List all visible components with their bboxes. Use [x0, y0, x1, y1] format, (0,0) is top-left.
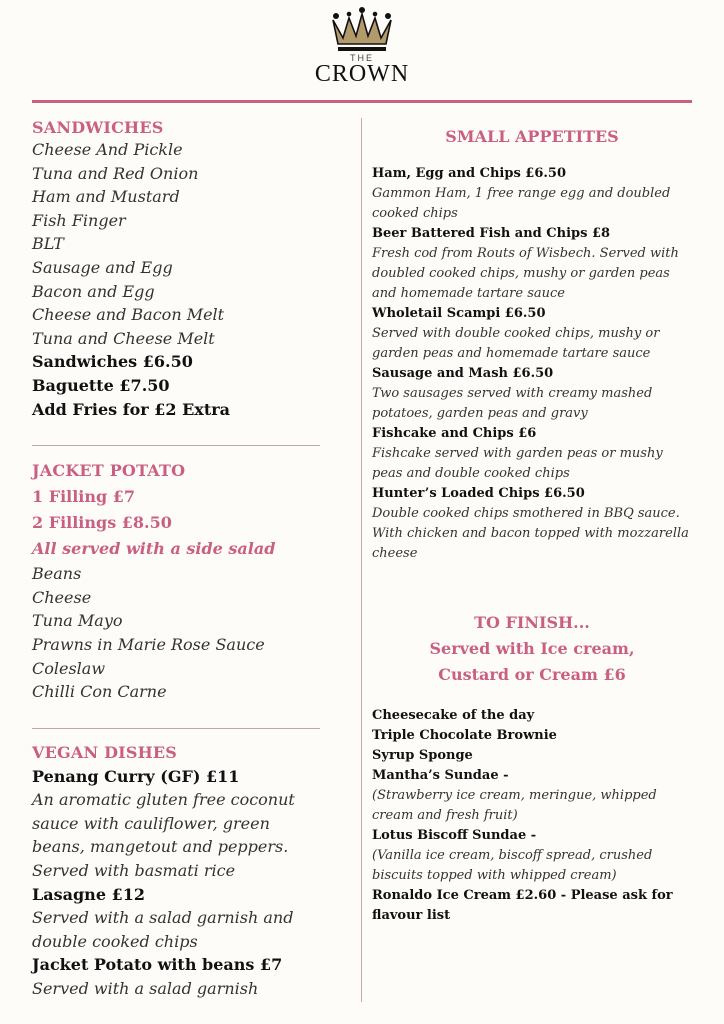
section-divider [32, 445, 320, 446]
list-item: Tuna Mayo [32, 611, 123, 631]
dessert-name: Cheesecake of the day [372, 708, 535, 723]
dish-name: Fishcake and Chips £6 [372, 426, 537, 441]
dish-name: Ham, Egg and Chips £6.50 [372, 166, 566, 181]
column-divider [361, 118, 362, 1002]
list-item: Chilli Con Carne [32, 682, 167, 702]
baguette-price: Baguette £7.50 [32, 375, 170, 395]
dessert-name: Ronaldo Ice Cream £2.60 - Please ask for flavour list [372, 888, 673, 923]
dish-description: Double cooked chips smothered in BBQ sauce. With chicken and bacon topped with mozzarella cheese [372, 506, 689, 561]
dish-name: Jacket Potato with beans £7 [32, 955, 283, 975]
list-item: Tuna and Red Onion [32, 163, 199, 183]
crown-icon [329, 6, 395, 52]
section-divider [32, 728, 320, 729]
small-appetites-heading: SMALL APPETITES [445, 127, 619, 146]
dessert-name: Syrup Sponge [372, 748, 473, 763]
list-item: Cheese and Bacon Melt [32, 305, 225, 325]
dish-description: Served with a salad garnish and double cooked chips [32, 908, 294, 951]
list-item: Bacon and Egg [32, 281, 155, 301]
dish-description: Fishcake served with garden peas or mushy peas and double cooked chips [372, 446, 663, 481]
one-filling-price: 1 Filling £7 [32, 487, 136, 507]
list-item: Coleslaw [32, 658, 106, 678]
left-column [32, 118, 322, 1001]
list-item: Sausage and Egg [32, 257, 173, 277]
crown-logo [300, 6, 424, 88]
dessert-name: Lotus Biscoff Sundae - [372, 828, 537, 843]
dish-name: Lasagne £12 [32, 884, 145, 904]
dessert-description: (Strawberry ice cream, meringue, whipped cream and fresh fruit) [372, 788, 657, 823]
dish-description: Fresh cod from Routs of Wisbech. Served with doubled cooked chips, mushy or garden peas and homemade tartare sauce [372, 246, 679, 301]
list-item: Tuna and Cheese Melt [32, 328, 215, 348]
list-item: Beans [32, 564, 82, 584]
list-item: Prawns in Marie Rose Sauce [32, 634, 265, 654]
sandwiches-heading: SANDWICHES [32, 118, 164, 137]
dish-description: Gammon Ham, 1 free range egg and doubled cooked chips [372, 186, 671, 221]
list-item: Cheese [32, 587, 92, 607]
dessert-name: Mantha’s Sundae - [372, 768, 509, 783]
fries-extra: Add Fries for £2 Extra [32, 399, 231, 419]
sandwich-price: Sandwiches £6.50 [32, 352, 193, 372]
dessert-name: Triple Chocolate Brownie [372, 728, 557, 743]
to-finish-subtitle: Served with Ice cream, Custard or Cream £6 [429, 639, 635, 684]
fillings-list [32, 562, 322, 704]
list-item: Ham and Mustard [32, 187, 180, 207]
vegan-heading: VEGAN DISHES [32, 742, 178, 762]
dish-name: Beer Battered Fish and Chips £8 [372, 226, 611, 241]
list-item: BLT [32, 234, 64, 254]
dish-name: Hunter’s Loaded Chips £6.50 [372, 486, 585, 501]
dish-name: Penang Curry (GF) £11 [32, 766, 240, 786]
dish-description: Two sausages served with creamy mashed potatoes, garden peas and gravy [372, 386, 653, 421]
dessert-description: (Vanilla ice cream, biscoff spread, crushed biscuits topped with whipped cream) [372, 848, 653, 883]
dish-name: Wholetail Scampi £6.50 [372, 306, 546, 321]
jacket-potato-heading: JACKET POTATO [32, 461, 186, 481]
right-column [372, 118, 692, 926]
list-item: Fish Finger [32, 210, 126, 230]
dish-description: Served with a salad garnish [32, 979, 259, 999]
to-finish-heading: TO FINISH... [474, 613, 590, 632]
dish-description: An aromatic gluten free coconut sauce with cauliflower, green beans, mangetout and peppers. Served with basmati rice [32, 790, 295, 881]
header-divider [32, 100, 692, 103]
side-salad-note: All served with a side salad [32, 539, 276, 559]
sandwiches-list [32, 138, 322, 350]
dish-description: Served with double cooked chips, mushy or garden peas and homemade tartare sauce [372, 326, 660, 361]
dish-name: Sausage and Mash £6.50 [372, 366, 554, 381]
list-item: Cheese And Pickle [32, 140, 183, 159]
brand-the: THE [350, 53, 374, 63]
two-fillings-price: 2 Fillings £8.50 [32, 513, 172, 533]
brand-name: CROWN [314, 61, 410, 87]
